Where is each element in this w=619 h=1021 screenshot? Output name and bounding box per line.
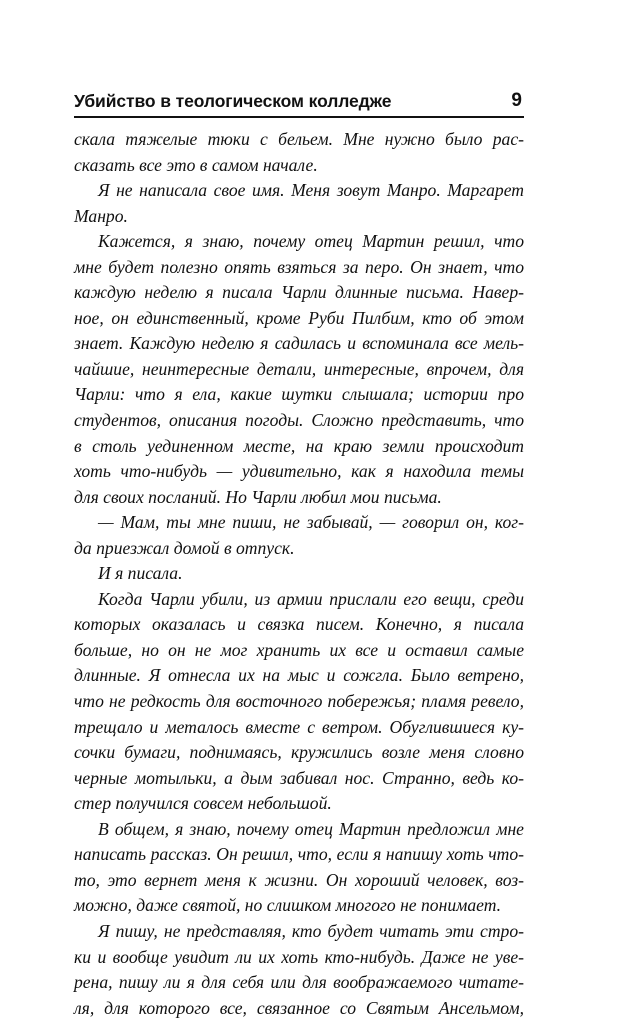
text-line: ля, для которого все, связанное со Святым Ансельмом, bbox=[74, 997, 524, 1018]
book-title: Убийство в теологическом колледже bbox=[74, 91, 392, 111]
text-line: черные мотыльки, а дым забивал нос. Странно, ведь ко- bbox=[74, 767, 524, 788]
text-line: Чарли: что я ела, какие шутки слышала; истории про bbox=[74, 384, 524, 405]
text-line: больше, но он не мог хранить их все и оставил самые bbox=[74, 639, 524, 660]
text-line: написать рассказ. Он решил, что, если я напишу хоть что- bbox=[74, 844, 524, 865]
text-line: длинные. Я отнесла их на мыс и сожгла. Было ветрено, bbox=[74, 665, 524, 686]
text-line: И я писала. bbox=[98, 563, 183, 584]
text-line: В общем, я знаю, почему отец Мартин предложил мне bbox=[98, 818, 524, 839]
text-line: сказать все это в самом начале. bbox=[74, 154, 318, 175]
text-line: да приезжал домой в отпуск. bbox=[74, 537, 295, 558]
text-line: стер получился совсем небольшой. bbox=[74, 793, 332, 814]
text-line: то, это вернет меня к жизни. Он хороший человек, воз- bbox=[74, 869, 524, 890]
text-line: студентов, описания погоды. Сложно представить, что bbox=[74, 410, 524, 431]
text-line: можно, даже святой, но слишком многого не понимает. bbox=[74, 895, 502, 916]
text-line: знает. Каждую неделю я садилась и вспоминала все мель- bbox=[74, 333, 524, 354]
text-line: что не редкость для восточного побережья; пламя ревело, bbox=[74, 691, 524, 712]
text-line: Я пишу, не представляя, кто будет читать эти стро- bbox=[98, 920, 524, 941]
text-line: — Мам, ты мне пиши, не забывай, — говорил он, ког- bbox=[98, 512, 524, 533]
body-text bbox=[74, 127, 524, 1021]
text-line: Я не написала свое имя. Меня зовут Манро. Маргарет bbox=[98, 180, 524, 201]
text-line: которых оказалась и связка писем. Конечно, я писала bbox=[74, 614, 524, 635]
text-line: Манро. bbox=[74, 205, 128, 226]
text-line: для своих посланий. Но Чарли любил мои письма. bbox=[74, 486, 442, 507]
text-line: ное, он единственный, кроме Руби Пилбим, кто об этом bbox=[74, 307, 524, 328]
text-line: каждую неделю я писала Чарли длинные письма. Навер- bbox=[74, 282, 524, 303]
text-line: трещало и металось вместе с ветром. Обуглившиеся ку- bbox=[74, 716, 524, 737]
text-line: Когда Чарли убили, из армии прислали его вещи, среди bbox=[98, 588, 524, 609]
text-line: рена, пишу ли я для себя или для воображаемого читате- bbox=[74, 972, 524, 993]
text-line: в столь уединенном месте, на краю земли происходит bbox=[74, 435, 524, 456]
text-line: мне будет полезно опять взяться за перо. Он знает, что bbox=[74, 256, 524, 277]
text-line: Кажется, я знаю, почему отец Мартин решил, что bbox=[98, 231, 524, 252]
page-number: 9 bbox=[511, 90, 522, 111]
running-header bbox=[74, 82, 524, 118]
text-line: скала тяжелые тюки с бельем. Мне нужно было рас- bbox=[74, 129, 524, 149]
text-line: сочки бумаги, поднимаясь, кружились возле меня словно bbox=[74, 742, 524, 763]
text-line: ки и вообще увидит ли их хоть кто-нибудь. Даже не уве- bbox=[74, 946, 524, 967]
text-line: хоть что-нибудь — удивительно, как я находила темы bbox=[74, 461, 524, 482]
text-line: чайшие, неинтересные детали, интересные, впрочем, для bbox=[74, 358, 524, 379]
